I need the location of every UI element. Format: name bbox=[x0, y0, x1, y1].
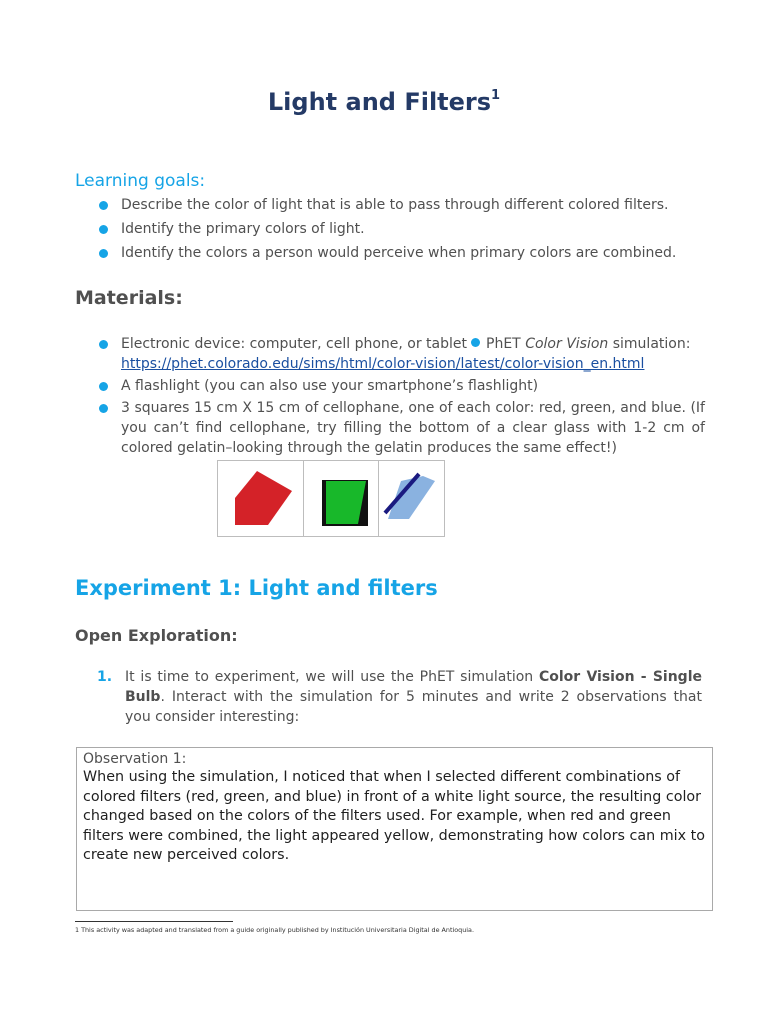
learning-goals-heading: Learning goals: bbox=[75, 171, 206, 191]
bullet-icon bbox=[99, 201, 108, 210]
step-1 bbox=[75, 667, 702, 727]
open-exploration-heading: Open Exploration: bbox=[75, 626, 238, 645]
bullet-icon bbox=[471, 338, 480, 347]
experiment-heading: Experiment 1: Light and filters bbox=[75, 576, 438, 600]
material-sim-suffix: simulation: bbox=[612, 336, 691, 352]
list-item bbox=[75, 334, 705, 374]
observation-box[interactable] bbox=[76, 747, 713, 911]
red-filter-shape bbox=[235, 471, 292, 525]
learning-goals-list bbox=[75, 195, 705, 267]
material-sim-name: Color Vision bbox=[525, 336, 609, 352]
title-text: Light and Filters bbox=[267, 88, 492, 116]
observation-text[interactable]: When using the simulation, I noticed that when I selected different combinations of colored filters (red, green, and blue) in front of a white light source, the resulting color changed based on the colors of the filters used. For example, when red and green filters were combined, the light appeared yellow, demonstrating how colors can mix to create new perceived colors. bbox=[83, 769, 705, 863]
material-phet: PhET bbox=[486, 336, 521, 352]
materials-list bbox=[75, 334, 705, 460]
observation-label: Observation 1: bbox=[83, 751, 187, 767]
footnote-divider bbox=[75, 921, 233, 922]
bullet-icon bbox=[99, 225, 108, 234]
materials-heading: Materials: bbox=[75, 287, 183, 309]
bullet-icon bbox=[99, 382, 108, 391]
red-filter-image bbox=[218, 461, 304, 536]
title-footnote-mark[interactable]: 1 bbox=[491, 88, 501, 103]
bullet-icon bbox=[99, 340, 108, 349]
step-number: 1. bbox=[97, 669, 113, 685]
sim-name-bold: Color Vision - Single Bulb bbox=[125, 669, 703, 705]
step-text: It is time to experiment, we will use the PhET simulation Color Vision - Single Bulb. Interact with the simulation for 5 minutes and write 2 observations that you consider interesting: bbox=[125, 669, 703, 725]
phet-simulation-link[interactable]: https://phet.colorado.edu/sims/html/color-vision/latest/color-vision_en.html bbox=[121, 356, 645, 372]
page-title bbox=[0, 88, 768, 116]
list-item: Identify the primary colors of light. bbox=[75, 219, 705, 239]
footnote-text: 1 This activity was adapted and translated from a guide originally published by Institución Universitaria Digital de Antioquia. bbox=[75, 926, 474, 934]
bullet-icon bbox=[99, 249, 108, 258]
blue-filter-image bbox=[379, 461, 445, 536]
material-device: Electronic device: computer, cell phone, or tablet bbox=[121, 336, 468, 352]
green-filter-image bbox=[304, 461, 379, 536]
list-item: A flashlight (you can also use your smartphone’s flashlight) bbox=[75, 376, 705, 396]
filter-images-table bbox=[217, 460, 445, 537]
bullet-icon bbox=[99, 404, 108, 413]
list-item: 3 squares 15 cm X 15 cm of cellophane, one of each color: red, green, and blue. (If you can’t find cellophane, try filling the bottom of a clear glass with 1-2 cm of colored gelatin–looking through the gelatin produces the same effect!) bbox=[75, 398, 705, 458]
list-item: Describe the color of light that is able to pass through different colored filters. bbox=[75, 195, 705, 215]
list-item: Identify the colors a person would perceive when primary colors are combined. bbox=[75, 243, 705, 263]
